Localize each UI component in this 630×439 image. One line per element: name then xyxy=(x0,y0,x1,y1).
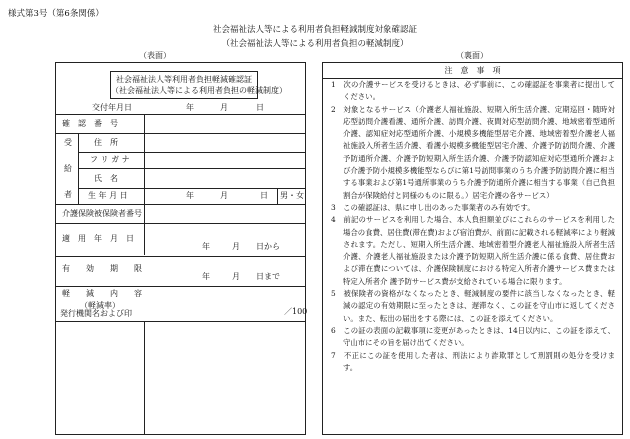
reduction-label: 軽 減 内 容 xyxy=(62,289,142,298)
apply-year-unit: 年 xyxy=(202,242,210,251)
valid-day-unit: 日まで xyxy=(256,272,280,281)
note-3: 3 この確認証は、県に申し出のあった事業者のみ有効です。 xyxy=(331,202,535,212)
form-number: 様式第3号（第6条関係） xyxy=(8,9,104,19)
back-side-label: （裏面） xyxy=(456,51,488,60)
issue-date-label: 交付年月日 xyxy=(92,103,132,112)
recipient-char-2: 給 xyxy=(64,164,72,173)
valid-period-label: 有 効 期 限 xyxy=(62,264,142,273)
reduction-rate-value: ／100 xyxy=(284,307,308,316)
note-7: 7 不正にこの証を使用した者は、刑法により詐欺罪として刑罰則の処分を受けます。 xyxy=(331,350,615,372)
notes-title: 注 意 事 項 xyxy=(444,66,501,75)
birth-day-unit: 日 xyxy=(260,191,268,200)
notes-list xyxy=(331,79,615,374)
card-title-box xyxy=(110,71,287,99)
issue-month-unit: 月 xyxy=(220,103,228,112)
valid-month-unit: 月 xyxy=(232,272,240,281)
front-card xyxy=(55,62,306,435)
name-label: 氏 名 xyxy=(94,174,118,183)
issue-day-unit: 日 xyxy=(256,103,264,112)
recipient-char-1: 受 xyxy=(64,138,72,147)
insured-number-label: 介護保険被保険者番号 xyxy=(62,209,142,218)
document-title: 社会福祉法人等による利用者負担軽減制度対象確認証 xyxy=(212,25,417,35)
cert-number-label: 確 認 番 号 xyxy=(62,119,118,128)
birth-date-label: 生 年 月 日 xyxy=(88,191,128,200)
card-title: 社会福祉法人等利用者負担軽減確認証 xyxy=(116,75,252,84)
reduction-rate-label: （軽減率） xyxy=(80,301,120,310)
note-2: 2 対象となるサービス（介護老人福祉施設、短期入所生活介護、定期巡回・随時対応型訪問介護看護、通所介護、訪問介護、夜間対応型訪問介護、地域密着型通所介護、認知症対応型通所介護、小規模多機能型居宅介護、地域密着型介護老人福祉施設入所者生活介護、看護小規模多機能型居宅介護、介護予防訪問介護、介護予防通所介護、介護予防短期入所生活介護、介護予防認知症対応型通所介護および介護予防小規模多機能型ならびに第1号訪問事業のうち介護予防訪問介護に相当する事業および第1号通所事業のうち介護予防通所介護に相当する事業（自己負担割合が保険給付と同様のものに限る。）居宅介護の各サービス） xyxy=(331,104,615,200)
note-1: 1 次の介護サービスを受けるときは、必ず事前に、この確認証を事業者に提出してください。 xyxy=(331,80,615,102)
note-5: 5 被保険者の資格がなくなったとき、軽減制度の要件に該当しなくなったとき、軽減の認定の有効期限に至ったときは、遅滞なく、この証を守山市に返してください。また、転出の届出をする際には、この証を添えてください。 xyxy=(331,289,615,323)
back-card xyxy=(322,62,623,435)
valid-year-unit: 年 xyxy=(202,272,210,281)
note-6: 6 この証の表面の記載事項に変更があったときは、14日以内に、この証を添えて、守山市にその旨を届け出てください。 xyxy=(331,325,615,348)
gender-field: 男・女 xyxy=(280,191,304,200)
apply-month-unit: 月 xyxy=(232,242,240,251)
document-subtitle: （社会福祉法人等による利用者負担の軽減制度） xyxy=(221,39,409,49)
address-label: 住 所 xyxy=(94,138,118,147)
recipient-char-3: 者 xyxy=(64,190,72,199)
issue-year-unit: 年 xyxy=(186,103,194,112)
birth-month-unit: 月 xyxy=(220,191,228,200)
furigana-label: フ リ ガ ナ xyxy=(90,155,130,164)
apply-day-unit: 日から xyxy=(256,242,280,251)
issuer-label: 発行機関名および印 xyxy=(60,309,132,318)
card-subtitle: （社会福祉法人等による利用者負担の軽減制度） xyxy=(111,86,287,95)
birth-year-unit: 年 xyxy=(186,191,194,200)
note-4: 4 前記のサービスを利用した場合、本人負担額並びにこれらのサービスを利用した場合の食費、居住費(滞在費)および宿泊費が、前面に記載される軽減率により軽減されます。ただし、短期入所生活介護、地域密着型介護老人福祉施設入所者生活介護、介護老人福祉施設または介護予防短期入所生活介護に係る食費、居住費および滞在費については、介護保険制度における特定入所者介護サービス費または特定入所者介 護予防サービス費が支給されている場合に限ります。 xyxy=(331,215,615,286)
apply-date-label: 適 用 年 月 日 xyxy=(62,234,134,243)
front-side-label: （表面） xyxy=(139,51,171,60)
